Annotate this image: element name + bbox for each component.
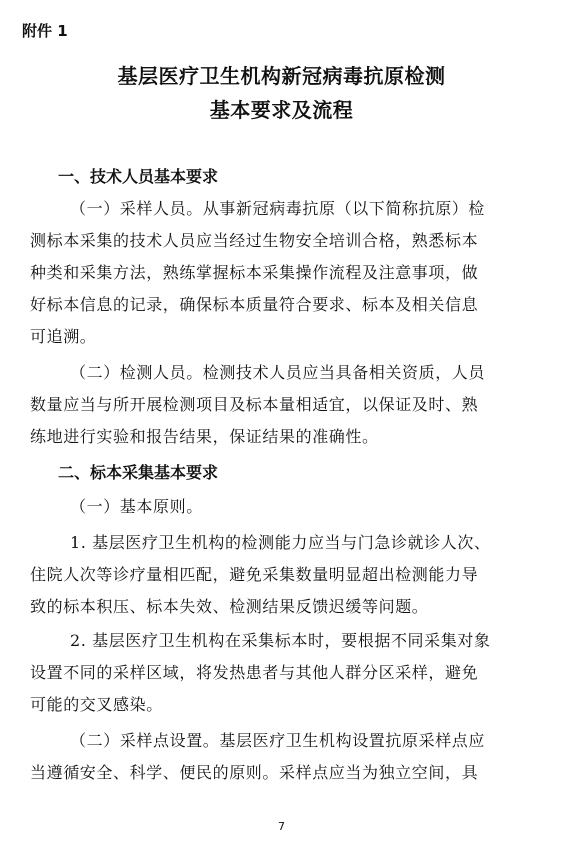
paragraph-line: 种类和采集方法，熟练掌握标本采集操作流程及注意事项，做 — [30, 263, 479, 282]
paragraph-line: 可追溯。 — [30, 327, 97, 346]
paragraph-line: 住院人次等诊疗量相匹配，避免采集数量明显超出检测能力导 — [30, 565, 479, 584]
subsection-heading: （一）基本原则。 — [70, 497, 203, 516]
section-1-heading: 一、技术人员基本要求 — [58, 167, 219, 186]
paragraph-line: 好标本信息的记录，确保标本质量符合要求、标本及相关信息 — [30, 295, 479, 314]
paragraph-line: 测标本采集的技术人员应当经过生物安全培训合格，熟悉标本 — [30, 231, 479, 250]
paragraph-line: 可能的交叉感染。 — [30, 695, 163, 714]
paragraph-line: 当遵循安全、科学、便民的原则。采样点应当为独立空间，具 — [30, 763, 479, 782]
paragraph-line: （二）检测人员。检测技术人员应当具备相关资质，人员 — [70, 363, 486, 382]
paragraph-line: 致的标本积压、标本失效、检测结果反馈迟缓等问题。 — [30, 597, 429, 616]
paragraph-line: 1. 基层医疗卫生机构的检测能力应当与门急诊就诊人次、 — [70, 533, 491, 552]
document-title-line-1: 基层医疗卫生机构新冠病毒抗原检测 — [117, 64, 446, 88]
paragraph-line: （一）采样人员。从事新冠病毒抗原（以下简称抗原）检 — [70, 199, 486, 218]
attachment-label: 附件 1 — [22, 22, 68, 40]
paragraph-line: 设置不同的采样区域，将发热患者与其他人群分区采样，避免 — [30, 663, 479, 682]
document-title-line-2: 基本要求及流程 — [209, 98, 354, 122]
paragraph-line: 2. 基层医疗卫生机构在采集标本时，要根据不同采集对象 — [70, 631, 491, 650]
page-number: 7 — [278, 820, 285, 833]
paragraph-line: 练地进行实验和报告结果，保证结果的准确性。 — [30, 427, 379, 446]
paragraph-line: 数量应当与所开展检测项目及标本量相适宜，以保证及时、熟 — [30, 395, 479, 414]
section-2-heading: 二、标本采集基本要求 — [58, 463, 219, 482]
paragraph-line: （二）采样点设置。基层医疗卫生机构设置抗原采样点应 — [70, 731, 486, 750]
